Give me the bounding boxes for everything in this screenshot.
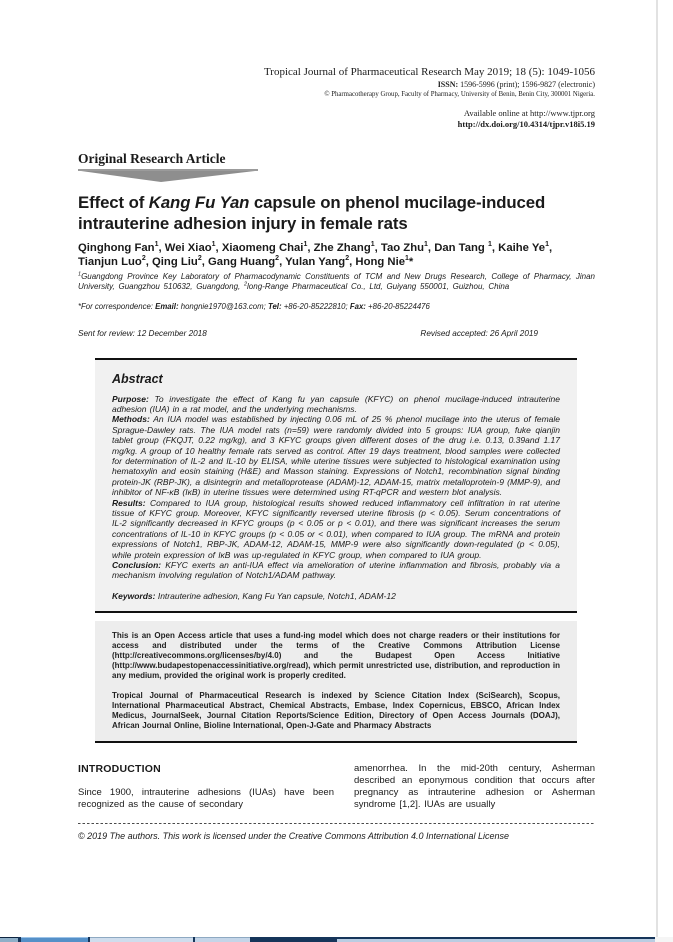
- taskbar-start-button[interactable]: [0, 937, 18, 942]
- affiliation-text: Guangdong Province Key Laboratory of Pharmacodynamic Constituents of TCM and New Drugs Research, College of Pharmacy, Jinan University, Guangzhou 510632, Guangdong,: [78, 272, 595, 291]
- author-separator: ,: [491, 242, 499, 254]
- results-label: Results:: [112, 497, 146, 508]
- methods-text: An IUA model was established by injecting 0.06 mL of 25 % phenol mucilage into the uterus of female Sprague-Dawley rats. The IUA model rats (n=59) were randomly divided into 5 groups: IUA group, fuke qianjin tablet group (FKQJT, 0.22 mg/kg), and 3 KFYC groups given different doses of the drug i.e. 0.13, 0.39and 1.17 mg/kg. A group of 10 healthy female rats served as control. After 19 days treatment, blood samples were collected for determination of IL-2 and IL-10 by ELISA, while uterine tissues were subjected to histological examination using hematoxylin and eosin staining (H&E) and Masson staining. Expressions of Notch1, recombination signal binding protein-JK (RBP-JK), a disintegrin and metalloprotease (ADAM)-12, ADAM-15, matrix metalloprotein-9 (MMP-9), and inhibitor of NF-κB (IκB) in uterine tissues were determined using RT-qPCR and western blot analysis.: [112, 414, 560, 498]
- affiliations: [78, 272, 595, 291]
- purpose-text: To investigate the effect of Kang fu yan capsule (KFYC) on phenol mucilage-induced intrauterine adhesion (IUA) in a rat model, and the underlying mechanisms.: [112, 393, 560, 414]
- tel-value: +86-20-85222810;: [281, 302, 350, 311]
- author-separator: ,: [201, 255, 208, 268]
- taskbar-window-button-2[interactable]: [90, 937, 193, 942]
- correspondence-intro: *For correspondence:: [78, 302, 156, 311]
- article-type-banner: [78, 151, 595, 182]
- article-type-arrow-shape: [81, 171, 255, 182]
- author-separator: ,: [158, 242, 165, 254]
- publisher-line: © Pharmacotherapy Group, Faculty of Pharmacy, University of Benin, Benin City, 300001 Nigeria.: [324, 91, 595, 98]
- author-superscript: 2: [197, 254, 202, 262]
- doi-link: http://dx.doi.org/10.4314/tjpr.v18i5.19: [457, 119, 595, 129]
- abstract-box: [95, 358, 577, 614]
- author-separator: ,: [307, 242, 314, 254]
- author-separator: ,: [374, 242, 381, 254]
- affiliation-superscript: 2: [243, 280, 248, 287]
- license-line: © 2019 The authors. This work is licensed under the Creative Commons Attribution 4.0 International License: [78, 831, 510, 842]
- taskbar-window-button-3[interactable]: [195, 937, 250, 942]
- taskbar-right-edge: [655, 937, 673, 942]
- abstract-methods: [112, 414, 560, 497]
- author-name: Xiaomeng Chai: [221, 242, 304, 254]
- sent-for-review-date: Sent for review: 12 December 2018: [78, 328, 207, 338]
- affiliation-text: long-Range Pharmaceutical Co., Ltd, Guiyang 550001, Guizhou, China: [247, 281, 510, 291]
- author-superscript: 1: [405, 254, 409, 262]
- email-label: Email:: [155, 302, 179, 311]
- author-name: Tianjun Luo: [78, 255, 142, 268]
- author-name: Gang Huang: [208, 255, 276, 268]
- author-superscript: 2: [275, 254, 280, 262]
- purpose-label: Purpose:: [112, 393, 149, 404]
- author-superscript: 2: [345, 254, 350, 262]
- author-name: Wei Xiao: [164, 242, 212, 254]
- abstract-conclusion: [112, 560, 560, 581]
- author-separator: ,: [145, 255, 152, 268]
- author-superscript: 1: [487, 241, 492, 249]
- author-separator: *: [408, 255, 414, 268]
- title-text-cont: capsule on phenol mucilage-induced intrauterine adhesion injury in female rats: [78, 193, 546, 233]
- issn-value: 1596-5996 (print); 1596-9827 (electronic): [458, 80, 595, 89]
- available-online-line: Available online at http://www.tjpr.org: [463, 108, 595, 118]
- open-access-box: [95, 621, 577, 743]
- footer-dashed-rule: [78, 823, 595, 824]
- page-right-edge-line: [656, 0, 658, 942]
- intro-right-column: [354, 763, 595, 811]
- keywords-line: [112, 591, 560, 601]
- title-italic-text: Kang Fu Yan: [148, 193, 250, 212]
- author-superscript: 1: [303, 241, 308, 249]
- intro-paragraph-right: amenorrhea. In the mid-20th century, Asherman described an eponymous condition that occurs after pregnancy as intrauterine adhesion or Asherman syndrome [1,2]. IUAs are usually: [354, 763, 595, 811]
- author-list: [78, 242, 595, 269]
- intro-left-column: [78, 763, 334, 811]
- author-superscript: 1: [545, 241, 549, 249]
- conclusion-text: KFYC exerts an anti-IUA effect via amelioration of uterine inflammation and fibrosis, probably via a mechanism involving regulation of Notch1/ADAM pathway.: [112, 560, 560, 581]
- conclusion-label: Conclusion:: [112, 560, 162, 570]
- fax-value: +86-20-85224476: [365, 302, 430, 311]
- author-separator: ,: [349, 255, 356, 268]
- tel-label: Tel:: [267, 302, 282, 311]
- issn-line: [78, 79, 595, 90]
- article-content: [78, 66, 595, 842]
- keywords-text: Intrauterine adhesion, Kang Fu Yan capsule, Notch1, ADAM-12: [155, 590, 396, 601]
- author-separator: ,: [548, 242, 553, 254]
- author-separator: ,: [215, 242, 222, 254]
- author-name: Zhe Zhang: [313, 242, 371, 254]
- author-name: Hong Nie: [355, 255, 405, 268]
- issn-label: ISSN:: [437, 80, 459, 89]
- page-title: [78, 192, 595, 234]
- affiliation-superscript: 1: [78, 271, 82, 278]
- email-value: hongnie1970@163.com;: [178, 302, 268, 311]
- taskbar-window-button-1[interactable]: [21, 937, 88, 942]
- author-name: Tao Zhu: [380, 242, 425, 254]
- author-separator: ,: [279, 255, 286, 268]
- title-text: Effect of: [78, 193, 149, 212]
- author-name: Yulan Yang: [285, 255, 346, 268]
- abstract-purpose: [112, 394, 560, 415]
- fax-label: Fax:: [349, 302, 366, 311]
- introduction-heading: INTRODUCTION: [78, 763, 161, 776]
- article-type-underline: [78, 169, 258, 171]
- correspondence-line: [78, 302, 595, 312]
- indexing-notice: Tropical Journal of Pharmaceutical Research is indexed by Science Citation Index (SciSearch), Scopus, International Pharmaceutical Abstract, Chemical Abstracts, Embase, Index Copernicus, EBSCO, African Index Medicus, JournalSeek, Journal Citation Reports/Science Edition, Directory of Open Access Journals (DOAJ), African Journal Online, Bioline International, Open-J-Gate and Pharmacy Abstracts: [112, 691, 560, 731]
- author-superscript: 2: [141, 254, 146, 262]
- introduction-section: [78, 763, 595, 811]
- open-access-notice: This is an Open Access article that uses a fund-ing model which does not charge readers or their institutions for access and distributed under the terms of the Creative Commons Attribution License (http://creativecommons.org/licenses/by/4.0) and the Budapest Open Access Initiative (http://www.budapestopenaccessinitiative.org/read), which permit unrestricted use, distribution, and reproduction in any medium, provided the original work is properly credited.: [112, 631, 560, 681]
- author-name: Dan Tang: [434, 242, 488, 254]
- methods-label: Methods:: [112, 414, 150, 425]
- revised-accepted-date: Revised accepted: 26 April 2019: [420, 328, 538, 338]
- article-type-label: Original Research Article: [78, 151, 226, 166]
- author-superscript: 1: [370, 241, 375, 249]
- journal-citation-line: Tropical Journal of Pharmaceutical Research May 2019; 18 (5): 1049-1056: [263, 66, 595, 78]
- taskbar: [0, 937, 673, 942]
- results-text: Compared to IUA group, histological results showed reduced inflammatory cell infiltration in rat uterine tissue of KFYC group. Moreover, KFYC significantly reversed uterine fibrosis (p < 0.05). Serum concentrations of IL-2 significantly decreased in KFYC groups (p < 0.05 or p < 0.01), and there was significant increases the serum concentrations of IL-10 in KFYC groups (p < 0.05 or < 0.01), when compared to IUA group. The mRNA and protein expressions of Notch1, RBP-JK, ADAM-12, ADAM-15, MMP-9 were also significantly down-regulated (p < 0.05), while protein expression of IκB was up-regulated in KFYC group, when compared to IUA group.: [112, 497, 560, 560]
- abstract-results: [112, 498, 560, 560]
- author-superscript: 1: [211, 241, 216, 249]
- journal-header: [78, 66, 595, 130]
- intro-paragraph-left: Since 1900, intrauterine adhesions (IUAs) have been recognized as the cause of secondary: [78, 787, 334, 811]
- author-superscript: 1: [154, 241, 159, 249]
- author-name: Kaihe Ye: [498, 242, 546, 254]
- author-superscript: 1: [424, 241, 428, 249]
- author-name: Qinghong Fan: [78, 242, 155, 254]
- review-dates-row: [78, 329, 595, 339]
- abstract-heading: Abstract: [112, 371, 163, 386]
- author-name: Qing Liu: [152, 255, 198, 268]
- keywords-label: Keywords:: [112, 590, 156, 601]
- author-separator: ,: [427, 242, 435, 254]
